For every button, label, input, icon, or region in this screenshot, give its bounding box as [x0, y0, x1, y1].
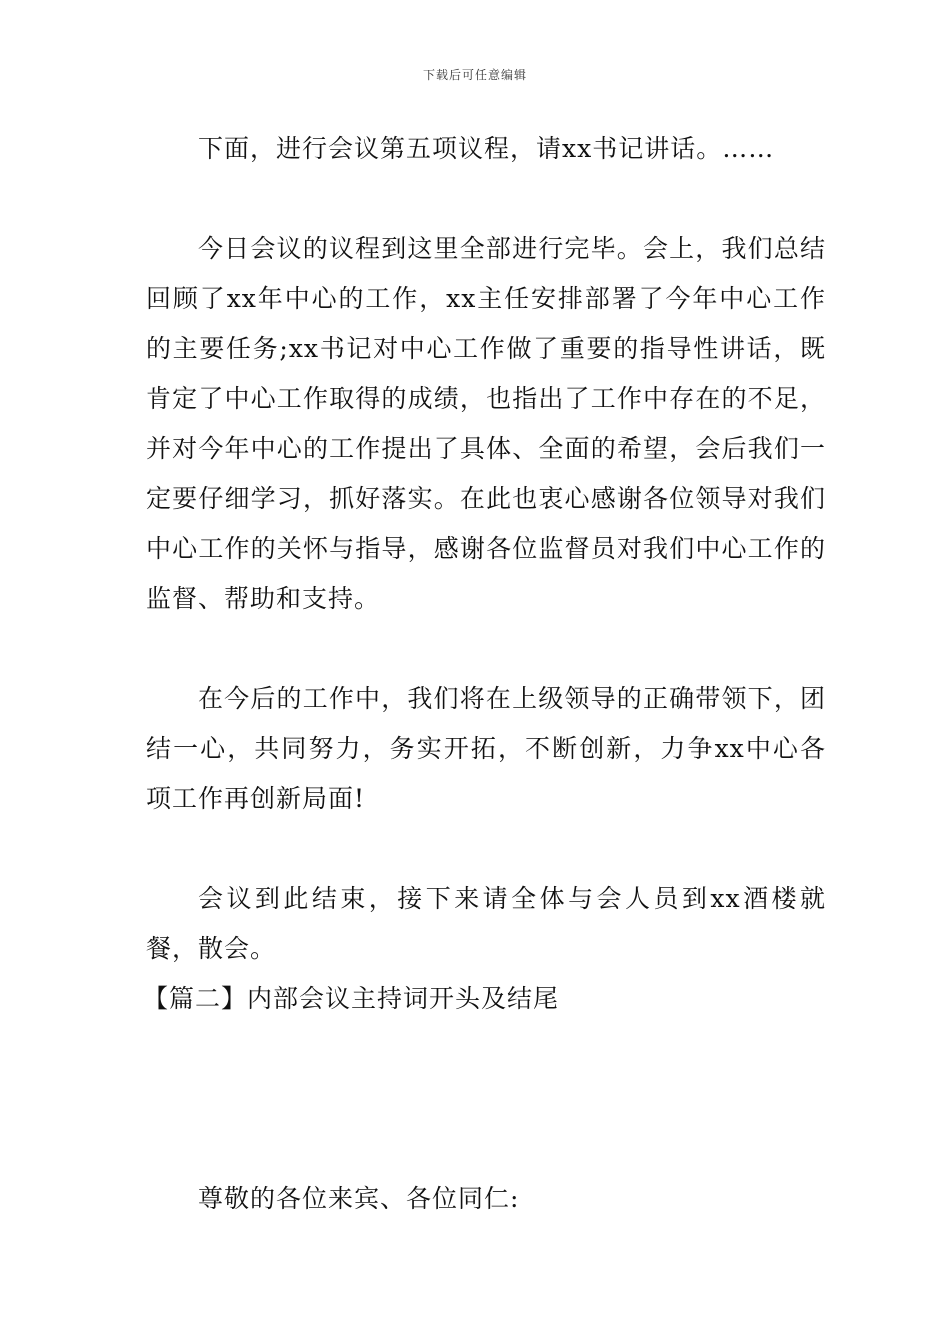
paragraph-closing: 会议到此结束，接下来请全体与会人员到xx酒楼就餐，散会。 [146, 884, 826, 963]
section-title: 【篇二】内部会议主持词开头及结尾 [143, 984, 560, 1013]
paragraph-greeting: 尊敬的各位来宾、各位同仁: [198, 1184, 520, 1213]
spacer [146, 824, 826, 874]
spacer [146, 174, 826, 224]
spacer [146, 1024, 826, 1174]
paragraph-agenda-five: 下面，进行会议第五项议程，请xx书记讲话。…… [198, 134, 775, 163]
document-body [143, 124, 826, 1224]
paragraph-future-work: 在今后的工作中，我们将在上级领导的正确带领下，团结一心，共同努力，务实开拓，不断创新，力争xx中心各项工作再创新局面! [146, 684, 826, 813]
paragraph-summary: 今日会议的议程到这里全部进行完毕。会上，我们总结回顾了xx年中心的工作，xx主任安排部署了今年中心工作的主要任务;xx书记对中心工作做了重要的指导性讲话，既肯定了中心工作取得的成绩，也指出了工作中存在的不足，并对今年中心的工作提出了具体、全面的希望，会后我们一定要仔细学习，抓好落实。在此也衷心感谢各位领导对我们中心工作的关怀与指导，感谢各位监督员对我们中心工作的监督、帮助和支持。 [146, 234, 826, 613]
spacer [146, 624, 826, 674]
download-note: 下载后可任意编辑 [422, 68, 527, 82]
